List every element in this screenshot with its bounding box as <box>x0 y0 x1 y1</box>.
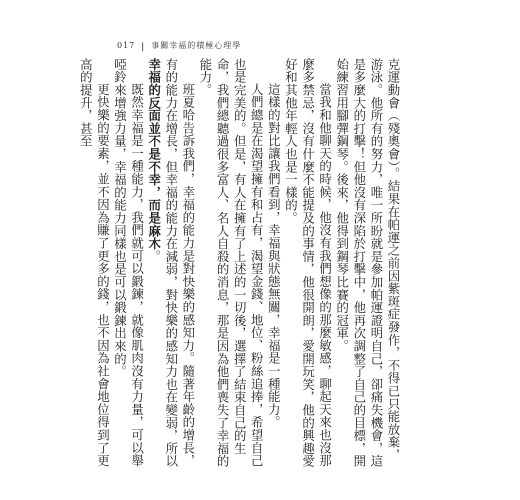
page-number: 017 <box>117 41 136 50</box>
paragraph-text: 班夏哈告訴我們，幸福的能力是對快樂的感知力。隨著年齡的增長，有的能力在增長，但幸福的能力在減弱，對快樂的感知力也在變弱，所以 <box>163 58 196 468</box>
paragraph <box>146 58 197 470</box>
paragraph <box>282 58 333 470</box>
paragraph <box>77 58 111 470</box>
paragraph-text: 克運動會（殘奧會）。結果在帕運之前因紫斑症發作，不得已只能放棄，游泳。他所有的努力，唯一所盼就是參加帕運證明自己，卻痛失機會，這是多麼大的打擊！但他沒有深陷於打擊中，他再次調整了自己的目標，開始練習用腳彈鋼琴。後來，他得到鋼琴比賽的冠軍。 <box>334 58 401 468</box>
paragraph-text: 當我和他聊天的時候，他沒有我們想像的那麼敏感，聊起天來也沒那麼多禁忌，沒有什麼不能提及的事情，他很開朗，愛開玩笑，他的興趣愛好和其他年輕人也是一樣的。 <box>283 58 333 468</box>
header-separator: | <box>141 40 146 51</box>
paragraph-text: 既然幸福是一種能力，我們就可以鍛鍊，就像肌肉沒有力量，可以舉啞鈴來增強力量，幸福的能力同樣也是可以鍛鍊出來的。 <box>112 58 145 467</box>
paragraph <box>111 58 145 470</box>
paragraph-text: 更快樂的要素，並不因為賺了更多的錢，也不因為社會地位得到了更高的提升，甚至 <box>78 58 111 467</box>
paragraph-text: 這樣的對比讓我們看到，幸福與狀態無關，幸福是一種能力。 <box>266 82 282 429</box>
running-header <box>117 40 241 51</box>
paragraph <box>197 58 265 470</box>
chapter-title: 事關幸福的積極心理學 <box>151 41 242 50</box>
paragraph <box>265 58 282 470</box>
paragraph-text: 。 <box>146 250 162 263</box>
paragraph-text: 人們總是在渴望擁有和占有，渴望金錢、地位、粉絲追捧，希望自己也是完美的。但是，有人在擁有了上述的一切後，選擇了結束自己的生命，我們總聽過很多富人、名人自殺的消息，那是因為他們喪失了幸福的能力。 <box>197 58 265 468</box>
emphasis-text: 幸福的反面並不是不幸，而是麻木 <box>146 58 162 250</box>
body-text <box>78 58 402 470</box>
paragraph <box>334 58 402 470</box>
